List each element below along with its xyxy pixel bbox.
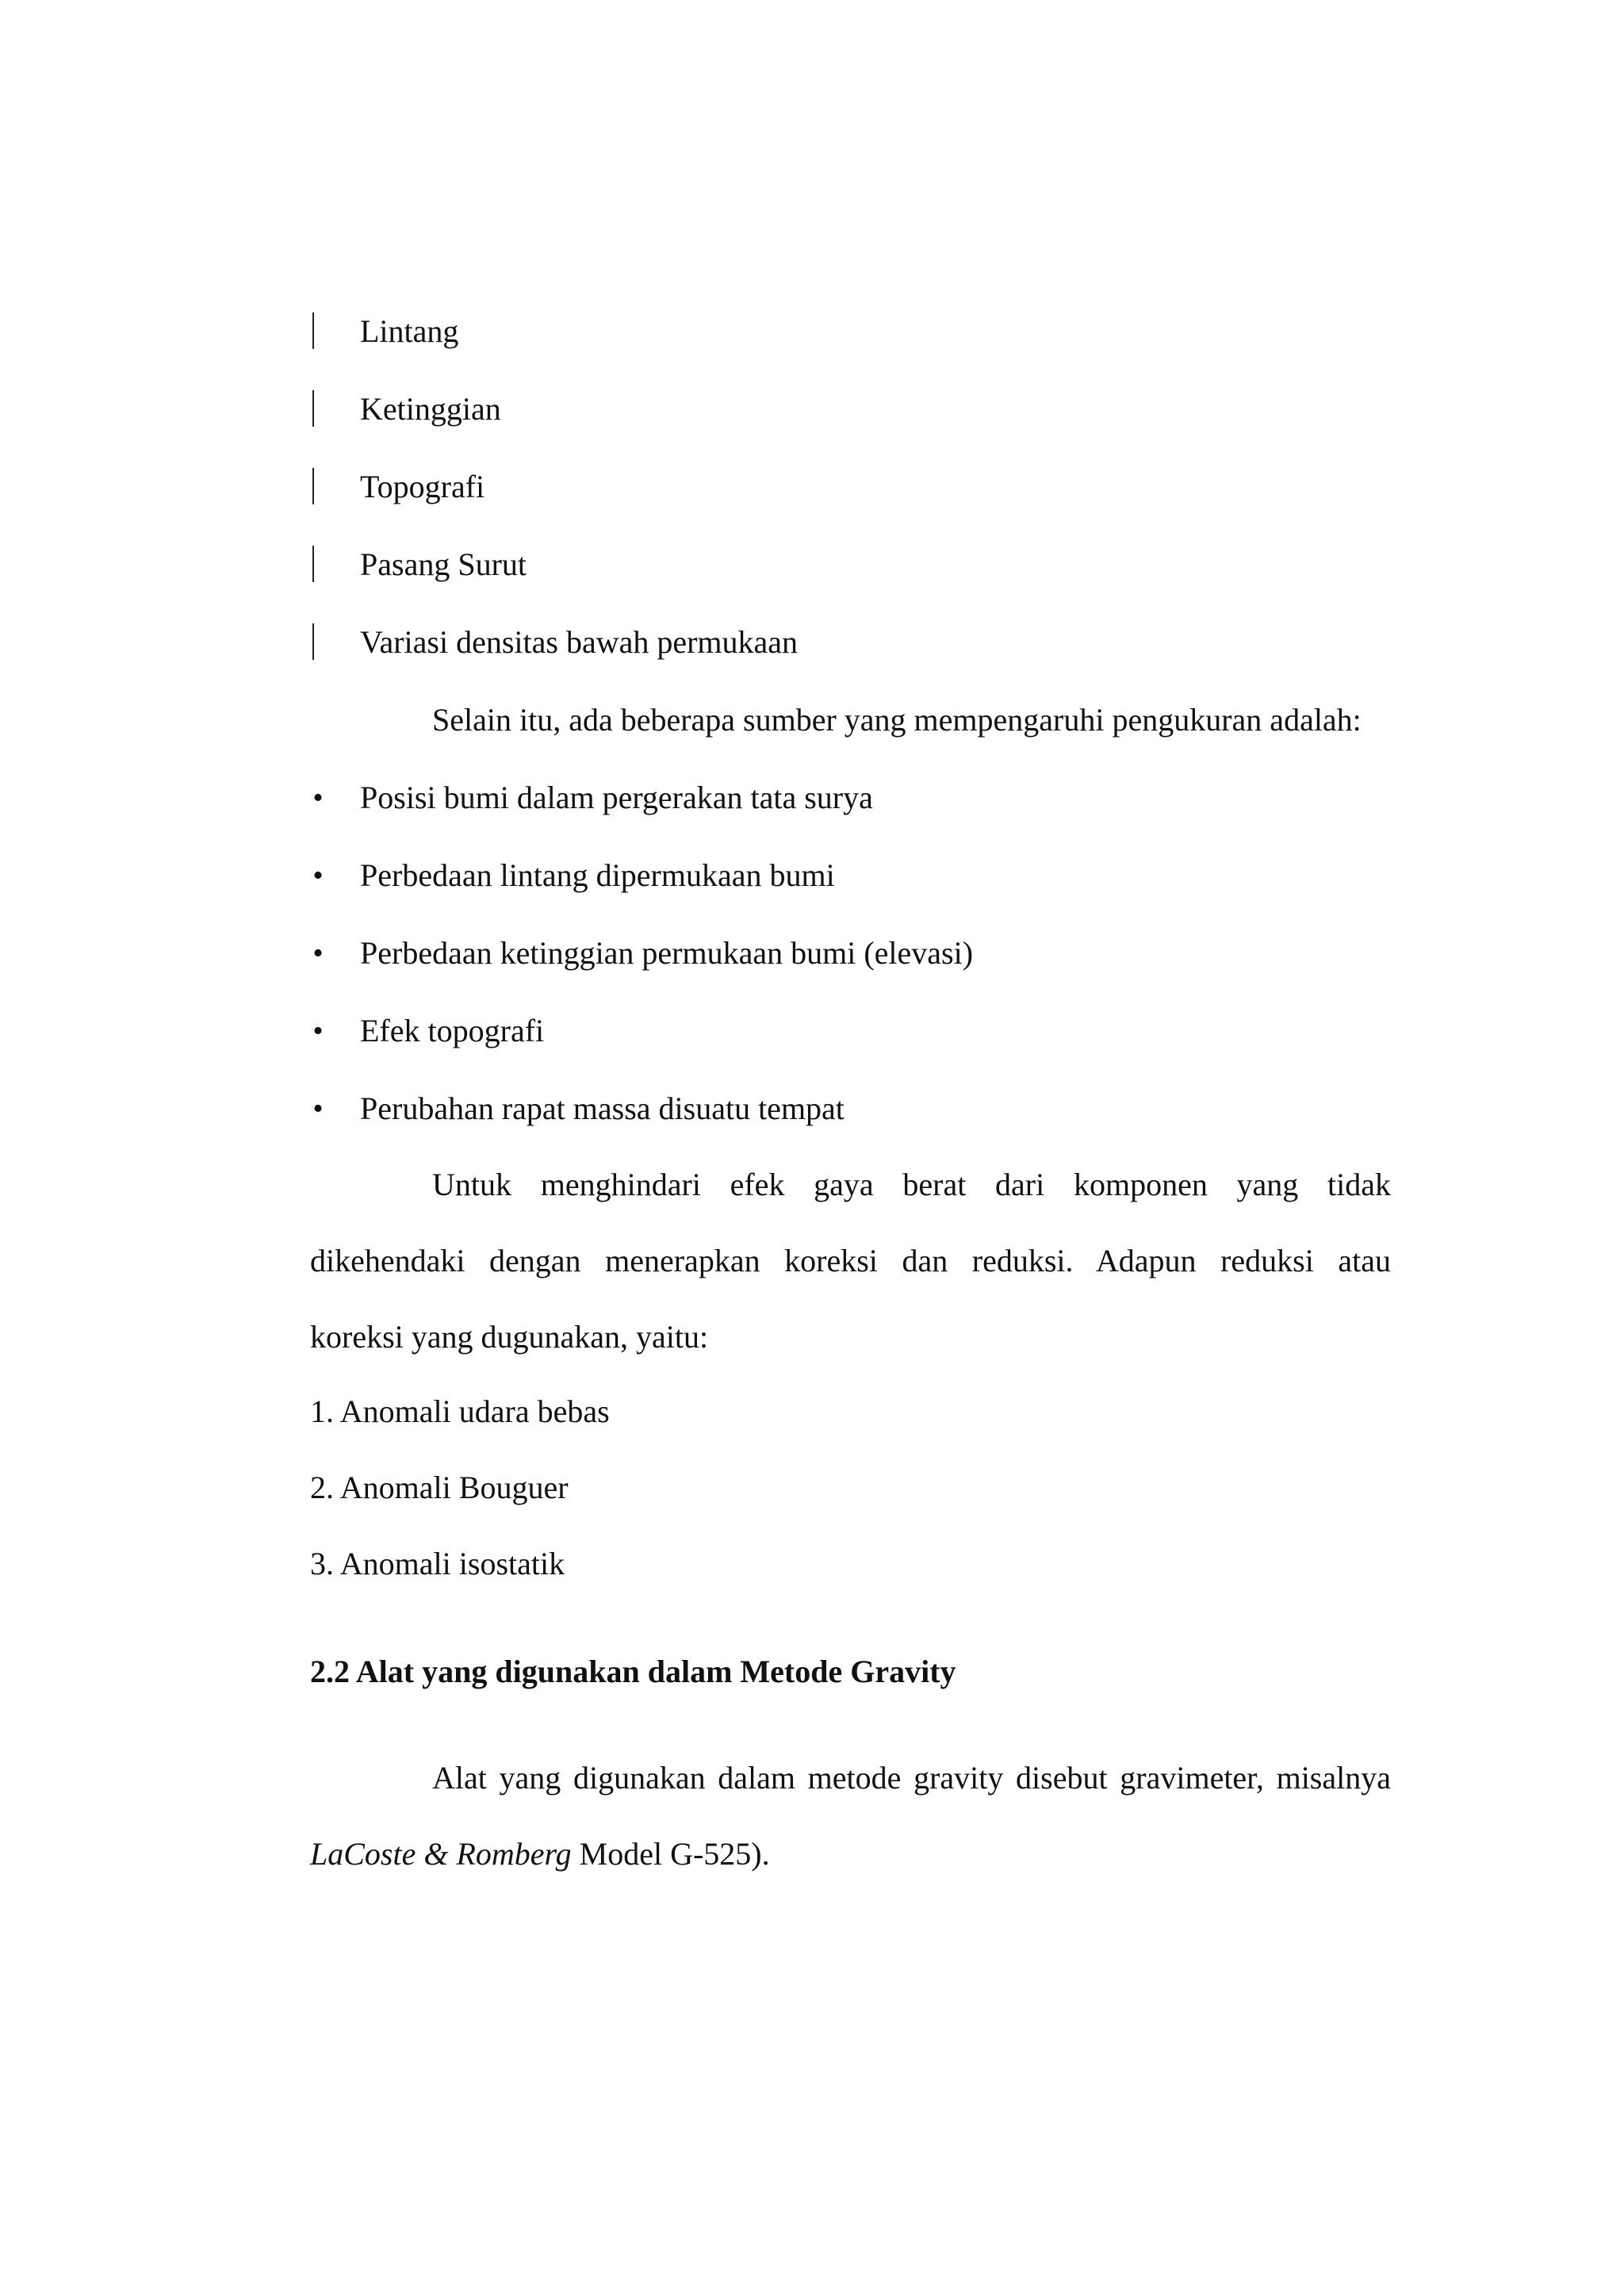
paragraph-line: Alat yang digunakan dalam metode gravity disebut gravimeter, misalnya — [432, 1760, 1391, 1796]
bar-marker — [312, 546, 314, 582]
list-item-text: Perubahan rapat massa disuatu tempat — [360, 1091, 845, 1126]
list-item: 1. Anomali udara bebas — [310, 1393, 610, 1429]
section-heading: 2.2 Alat yang digunakan dalam Metode Gravity — [310, 1654, 956, 1689]
bullet-icon: • — [312, 859, 324, 892]
list-item: 2. Anomali Bouguer — [310, 1470, 569, 1505]
bar-marker — [312, 390, 314, 427]
list-item-text: Variasi densitas bawah permukaan — [360, 624, 799, 660]
bullet-icon: • — [312, 781, 324, 815]
bar-marker — [312, 468, 314, 504]
bullet-icon: • — [312, 937, 324, 970]
paragraph-line: dikehendaki dengan menerapkan koreksi dan reduksi. Adapun reduksi atau — [310, 1243, 1391, 1278]
paragraph-line — [310, 1835, 770, 1873]
paragraph-line: Untuk menghindari efek gaya berat dari komponen yang tidak — [432, 1167, 1391, 1202]
list-item-text: Lintang — [360, 313, 459, 349]
list-item-text: Ketinggian — [360, 391, 501, 427]
list-item-text: Topografi — [360, 469, 485, 504]
list-item: 3. Anomali isostatik — [310, 1546, 565, 1581]
bar-marker — [312, 312, 314, 349]
bar-marker — [312, 623, 314, 660]
intro-sources-text: Selain itu, ada beberapa sumber yang mempengaruhi pengukuran adalah: — [432, 702, 1362, 738]
bullet-icon: • — [312, 1092, 324, 1125]
bullet-icon: • — [312, 1014, 324, 1048]
list-item-text: Posisi bumi dalam pergerakan tata surya — [360, 780, 873, 815]
list-item-text: Efek topografi — [360, 1013, 545, 1048]
list-item-text: Perbedaan lintang dipermukaan bumi — [360, 857, 835, 893]
list-item-text: Pasang Surut — [360, 546, 527, 582]
instrument-model: Model G-525). — [571, 1836, 770, 1872]
paragraph-line: koreksi yang dugunakan, yaitu: — [310, 1319, 709, 1355]
instrument-brand: LaCoste & Romberg — [310, 1836, 572, 1872]
list-item-text: Perbedaan ketinggian permukaan bumi (elevasi) — [360, 935, 974, 971]
